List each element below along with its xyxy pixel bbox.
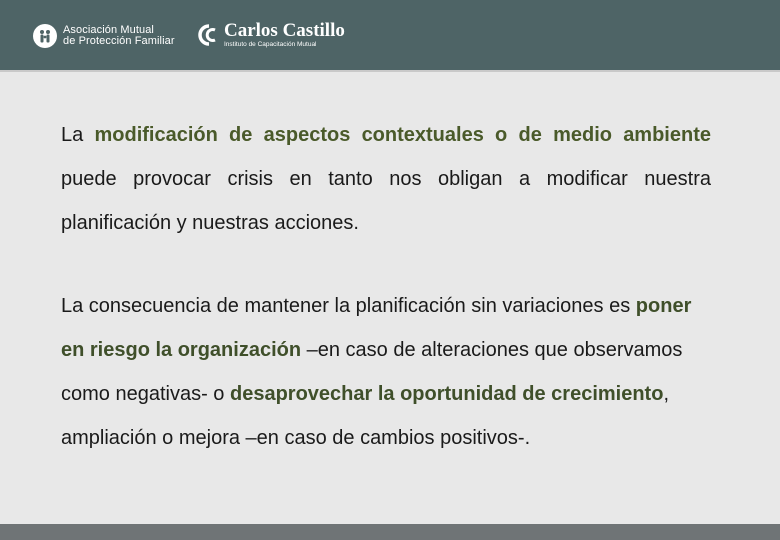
para2-text-3: , ampliación o mejora –en caso de cambios positivos-. xyxy=(61,383,669,449)
c-swirl-icon xyxy=(196,23,222,47)
association-name-line1: Asociación Mutual xyxy=(63,24,154,36)
footer-bar xyxy=(0,524,780,540)
para2-highlight-1: poner en riesgo la organización xyxy=(61,295,692,361)
paragraph-crisis xyxy=(61,113,711,245)
association-logo xyxy=(33,21,175,51)
header-divider xyxy=(0,70,780,72)
para1-text-2: puede provocar crisis en tanto nos obligan a modificar nuestra planificación y nuestras acciones. xyxy=(61,168,711,234)
para2-highlight-2: desaprovechar la oportunidad de crecimiento xyxy=(229,383,664,405)
para1-text-1: La xyxy=(61,124,95,146)
institute-logo xyxy=(196,20,345,50)
para2-text-2: –en caso de alteraciones que observamos como negativas- o xyxy=(61,339,683,405)
institute-name: Carlos Castillo xyxy=(224,20,345,41)
para2-text-1: La consecuencia de mantener la planificación sin variaciones es xyxy=(61,295,636,317)
association-name-line2: de Protección Familiar xyxy=(63,35,175,47)
family-icon xyxy=(33,24,57,48)
institute-subtitle: Instituto de Capacitación Mutual xyxy=(224,41,317,48)
header-bar xyxy=(0,0,780,70)
para1-highlight: modificación de aspectos contextuales o de medio ambiente xyxy=(94,124,711,146)
paragraph-consequence xyxy=(61,284,711,460)
